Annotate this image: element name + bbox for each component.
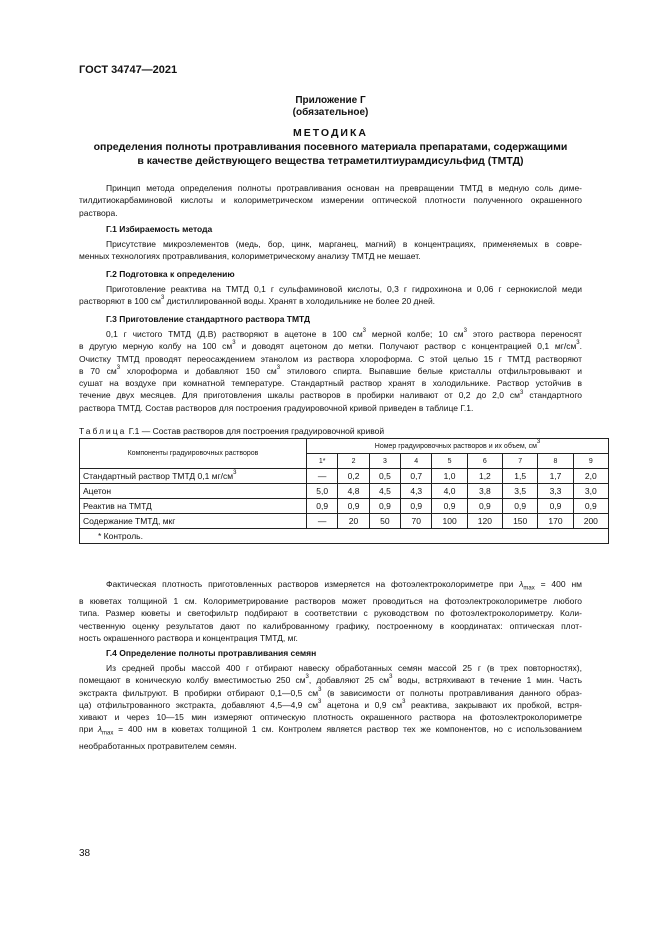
- after-table-paragraph: Фактическая плотность приготовленных растворов измеряется на фотоэлектроколориметре при $\lambda_{max} = 400$ нм в кюветах толщиной 1 см. Колориметрирование растворов может проводиться на фотоэлектроколориметре любого типа. Размер кюветы и светофильтр подбирают в соответствии с руководством по фотоэлектроколориметру. Коли- чественную оценку результатов дают по калиброванному графику, построенному в координатах: оптическая плот- ность окрашенного раствора и концентрация ТМТД, мг.: [79, 579, 582, 643]
- section-g2-text: Приготовление реактива на ТМТД 0,1 г сульфаминовой кислоты, 0,3 г гидрохинона и 0,06 г сернокислой меди растворяют в 100 $см^3$ дистиллированной воды. Хранят в холодильнике не более 20 дней.: [79, 284, 582, 307]
- method-subtitle-line2: в качестве действующего вещества тетраметилтиурамдисульфид (ТМТД): [137, 155, 524, 167]
- table-note: * Контроль.: [80, 529, 609, 544]
- table-row: Ацетон 5,0 4,8 4,5 4,3 4,0 3,8 3,5 3,3 3,0: [80, 484, 609, 499]
- table-col-numbers: 1* 2 3 4 5 6 7 8 9: [80, 454, 609, 469]
- table-row: Реактив на ТМТД 0,9 0,9 0,9 0,9 0,9 0,9 0,9 0,9 0,9: [80, 499, 609, 514]
- appendix-status: (обязательное): [292, 107, 369, 118]
- section-g1-title: Г.1 Избираемость метода: [106, 224, 213, 234]
- appendix-title: Приложение Г: [295, 95, 366, 106]
- table-col-header: Компоненты градуировочных растворов: [80, 439, 307, 469]
- table-caption: Таблица Г.1 — Состав растворов для построения градуировочной кривой: [79, 426, 385, 436]
- section-g3-text: 0,1 г чистого ТМТД (Д.В) растворяют в ацетоне в 100 $см^3$ мерной колбе; 10 $см^3$ этого раствора переносят в другую мерную колбу на 100 $см^3$ и доводят ацетоном до метки. Получают раствор с концентрацией 0,1 $мг/см^3$. Очистку ТМТД проводят переосаждением этанолом из раствора хлороформа. С этой целью 15 г ТМТД растворяют в 70 $см^3$ хлороформа и добавляют 150 $см^3$ этилового спирта. Выпавшие белые кристаллы отфильтровывают и сушат на воздухе при комнатной температуре. Стандартный раствор хранят в холодильнике. Раствор устойчив в течение двух месяцев. Для приготовления шкалы растворов в пробирки наливают от 0,2 до 2,0 $см^3$ стандартного раствора ТМТД. Состав растворов для построения градуировочной кривой приведен в таблице Г.1.: [79, 328, 583, 413]
- table-row: Стандартный раствор ТМТД 0,1 $мг/см^3$ — 0,2 0,5 0,7 1,0 1,2 1,5 1,7 2,0: [80, 469, 609, 484]
- section-g1-text: Присутствие микроэлементов (медь, бор, цинк, марганец, магний) в концентрациях, применяемых в совре- менных технологиях протравливания, колориметрическому анализу ТМТД не мешает.: [79, 239, 582, 262]
- section-g4-title: Г.4 Определение полноты протравливания семян: [106, 648, 317, 658]
- method-subtitle-line1: определения полноты протравливания посевного материала препаратами, содержащими: [93, 141, 568, 153]
- document-code: ГОСТ 34747—2021: [79, 64, 178, 76]
- section-g2-title: Г.2 Подготовка к определению: [106, 269, 235, 279]
- section-g4-text: Из средней пробы массой 400 г отбирают навеску обработанных семян массой 25 г (в трех повторностях), помещают в коническую колбу вместимостью 250 $см^3$, добавляют 25 $см^3$ воды, встряхивают в течение 1 мин. Часть экстракта фильтруют. В пробирки отбирают 0,1—0,5 $см^3$ (в зависимости от полноты протравливания данного образ- ца) отфильтрованного экстракта, добавляют 4,5—4,9 $см^3$ ацетона и 0,9 $см^3$ реактива, закрывают их пробкой, встря- хивают и через 10—15 мин измеряют оптическую плотность окрашенного раствора на фотоэлектроколориметре при $\lambda_{max} = 400$ нм в кюветах толщиной 1 см. Контролем является раствор тех же компонентов, но с использованием необработанных протравителем семян.: [79, 663, 582, 752]
- intro-paragraph: Принцип метода определения полноты протравливания основан на превращении ТМТД в медную соль диме- тилдитиокарбаминовой кислоты и колориметрическом измерении оптической плотности полученного окрашенного раствора.: [79, 183, 582, 218]
- page-number: 38: [79, 848, 91, 859]
- method-heading: МЕТОДИКА: [293, 127, 368, 139]
- section-g3-title: Г.3 Приготовление стандартного раствора ТМТД: [106, 314, 311, 324]
- table-num-header: Номер градуировочных растворов и их объем, $см^3$: [307, 439, 609, 454]
- table-row: Содержание ТМТД, мкг — 20 50 70 100 120 150 170 200: [80, 514, 609, 529]
- composition-table: [79, 438, 609, 544]
